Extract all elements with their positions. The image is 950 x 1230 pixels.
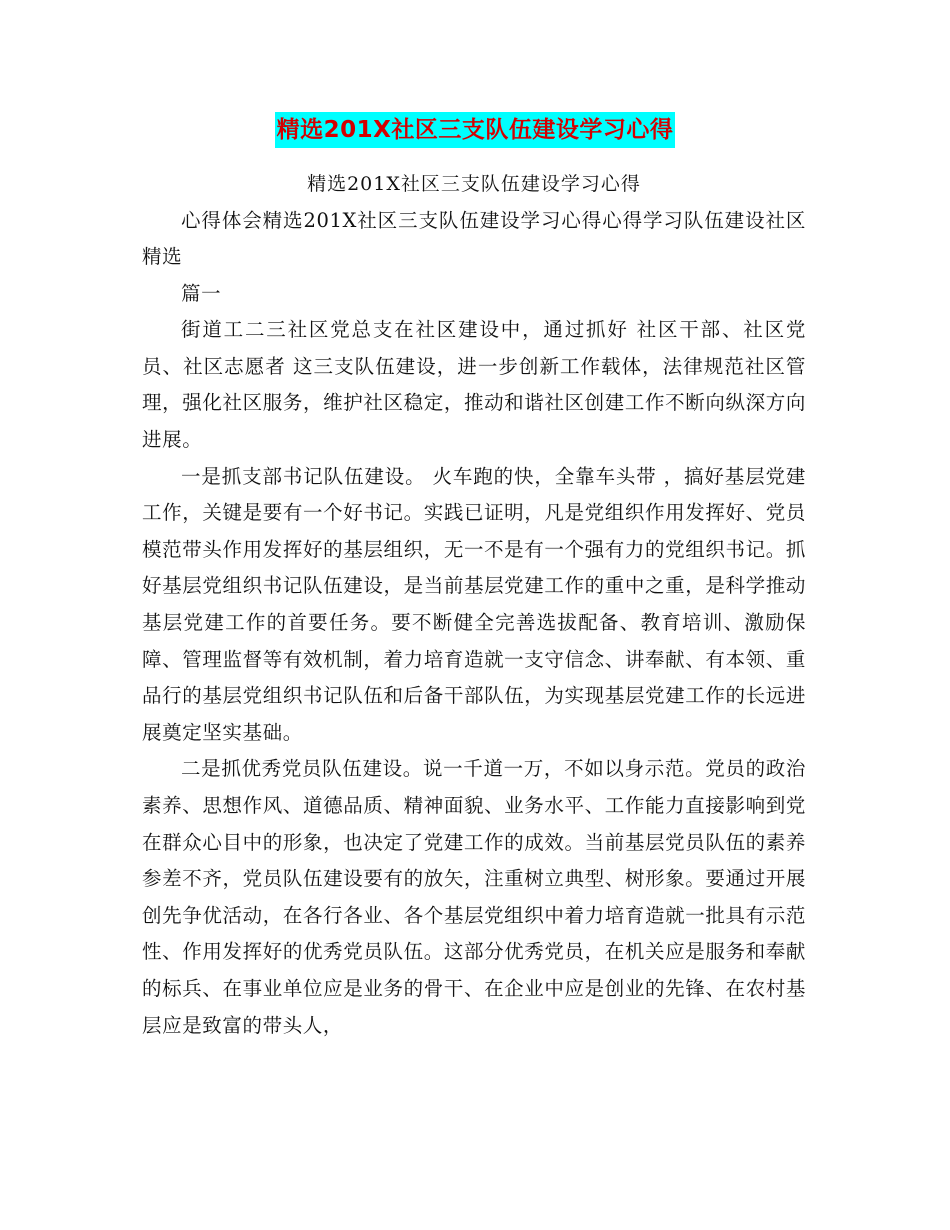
paragraph-intro: 街道工二三社区党总支在社区建设中，通过抓好 社区干部、社区党员、社区志愿者 这三支队伍建设，进一步创新工作载体，法律规范社区管理，强化社区服务，维护社区稳定，推动和谐社区创建工作不断向纵深方向进展。 bbox=[142, 318, 806, 452]
paragraph-section-heading: 篇一 bbox=[181, 281, 222, 305]
paragraph-party-member-team: 二是抓优秀党员队伍建设。说一千道一万，不如以身示范。党员的政治素养、思想作风、道德品质、精神面貌、业务水平、工作能力直接影响到党在群众心目中的形象，也决定了党建工作的成效。当前基层党员队伍的素养参差不齐，党员队伍建设要有的放矢，注重树立典型、树形象。要通过开展创先争优活动，在各行各业、各个基层党组织中着力培育造就一批具有示范性、作用发挥好的优秀党员队伍。这部分优秀党员，在机关应是服务和奉献的标兵、在事业单位应是业务的骨干、在企业中应是创业的先锋、在农村基层应是致富的带头人， bbox=[142, 757, 806, 1037]
document-body bbox=[142, 166, 806, 1044]
document-title-text: 精选201X社区三支队伍建设学习心得 bbox=[275, 112, 676, 148]
paragraph-keywords: 心得体会精选201X社区三支队伍建设学习心得心得学习队伍建设社区精选 bbox=[142, 208, 806, 269]
document-title bbox=[0, 112, 950, 150]
paragraph-secretary-team: 一是抓支部书记队伍建设。 火车跑的快，全靠车头带 ，搞好基层党建工作，关键是要有一个好书记。实践已证明，凡是党组织作用发挥好、党员模范带头作用发挥好的基层组织，无一不是有一个强有力的党组织书记。抓好基层党组织书记队伍建设，是当前基层党建工作的重中之重，是科学推动基层党建工作的首要任务。要不断健全完善选拔配备、教育培训、激励保障、管理监督等有效机制，着力培育造就一支守信念、讲奉献、有本领、重品行的基层党组织书记队伍和后备干部队伍，为实现基层党建工作的长远进展奠定坚实基础。 bbox=[142, 464, 806, 744]
document-subtitle: 精选201X社区三支队伍建设学习心得 bbox=[307, 173, 641, 195]
